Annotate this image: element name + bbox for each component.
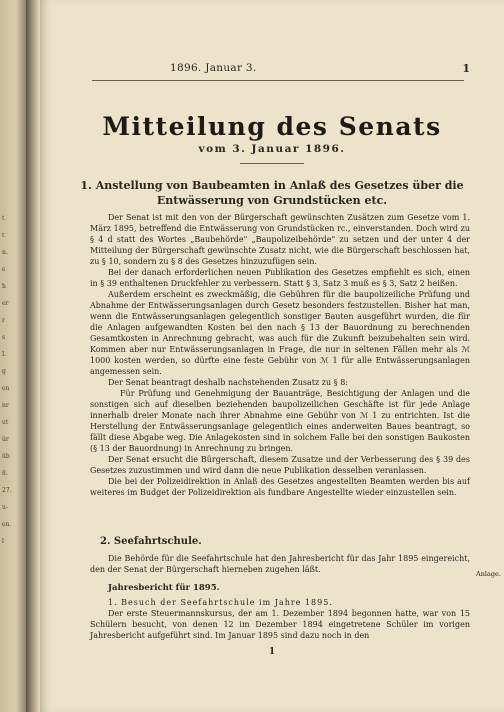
previous-page-fragment: en bbox=[2, 385, 10, 392]
report-body bbox=[90, 597, 470, 641]
previous-page-fragment: e bbox=[2, 266, 6, 273]
report-subheading: 1. Besuch der Seefahrtschule im Jahre 1895. bbox=[108, 598, 333, 607]
paragraph: Bei der danach erforderlichen neuen Publikation des Gesetzes empfiehlt es sich, einen in § 39 enthaltenen Druckfehler zu verbessern. Statt § 3, Satz 3 muß es § 3, Satz 2 heißen. bbox=[90, 268, 470, 288]
previous-page-fragment: t bbox=[2, 232, 5, 239]
previous-page-fragment: 27. bbox=[2, 487, 12, 494]
previous-page-fragment: 8. bbox=[2, 470, 8, 477]
previous-page-fragment: s bbox=[2, 334, 6, 341]
paragraph: Der Senat ersucht die Bürgerschaft, diesem Zusatze und der Verbesserung des § 39 des Gesetzes zuzustimmen und wird dann die neue Publikation desselben veranlassen. bbox=[90, 455, 470, 475]
previous-page-fragment: nr bbox=[2, 402, 9, 409]
book-gutter bbox=[26, 0, 40, 712]
section-1-body bbox=[90, 212, 470, 498]
header-page-number: 1 bbox=[462, 62, 470, 75]
report-heading: Jahresbericht für 1895. bbox=[108, 583, 220, 593]
section-2-heading: 2. Seefahrtschule. bbox=[100, 536, 202, 547]
header-date: 1896. Januar 3. bbox=[170, 62, 257, 74]
previous-page-fragment: ür bbox=[2, 436, 9, 443]
page-title: Mitteilung des Senats bbox=[102, 112, 442, 141]
document-page bbox=[40, 0, 504, 712]
previous-page-fragment: ut bbox=[2, 419, 9, 426]
previous-page-fragment: l bbox=[2, 538, 4, 545]
previous-page-fragment: r bbox=[2, 317, 5, 324]
previous-page-fragment: er bbox=[2, 300, 9, 307]
previous-page-fragment: g bbox=[2, 368, 6, 375]
margin-note: Anlage. bbox=[476, 570, 501, 578]
previous-page-fragment: en. bbox=[2, 521, 12, 528]
previous-page-fragment: n. bbox=[2, 249, 8, 256]
paragraph: Der erste Steuermannskursus, der am 1. Dezember 1894 begonnen hatte, war von 15 Schülern besucht, von denen 12 im Dezember 1894 eingetretene Schüler im vorigen Jahresbericht aufgeführt sind. Im Januar 1895 sind dazu noch in den bbox=[90, 609, 470, 640]
previous-page-fragment: t bbox=[2, 215, 5, 222]
paragraph: Der Senat ist mit den von der Bürgerschaft gewünschten Zusätzen zum Gesetze vom 1. März 1895, betreffend die Entwässerung von Grundstücken rc., einverstanden. Doch wird zu § 4 d statt des Wortes „Baubehörde" „Baupolizeibehörde" zu setzen und der unter 4 der Mitteilung der Bürgerschaft gewünschte Zusatz nicht, wie die Bürgerschaft beschlossen hat, zu § 10, sondern zu § 8 des Gesetzes hinzuzufügen sein. bbox=[90, 213, 470, 266]
previous-page-fragment: u- bbox=[2, 504, 8, 511]
paragraph: Die bei der Polizeidirektion in Anlaß des Gesetzes angestellten Beamten werden bis auf weiteres im Budget der Polizeidirektion als fundbare Angestellte wieder einzustellen sein. bbox=[90, 477, 470, 497]
paragraph: Die Behörde für die Seefahrtschule hat den Jahresbericht für das Jahr 1895 eingereicht, den der Senat der Bürgerschaft hierneben zugehen läßt. bbox=[90, 554, 470, 574]
running-header bbox=[40, 62, 504, 78]
previous-page-edge bbox=[0, 0, 26, 712]
page-subtitle: vom 3. Januar 1896. bbox=[198, 143, 346, 155]
header-rule bbox=[92, 80, 464, 81]
previous-page-fragment: üb bbox=[2, 453, 10, 460]
paragraph-quoted-clause: Für Prüfung und Genehmigung der Bauanträge, Besichtigung der Anlagen und die sonstigen sich auf dieselben beziehenden baupolizeilichen Geschäfte ist für jede Anlage innerhalb dreier Monate nach ihrer Abnahme eine Gebühr von ℳ 1 zu entrichten. Ist die Herstellung der Entwässerungsanlage gelegentlich eines anderweiten Baues beantragt, so fällt diese Abgabe weg. Die Anlagekosten sind in solchem Falle bei den sonstigen Baukosten (§ 13 der Bauordnung) in Anrechnung zu bringen. bbox=[90, 389, 470, 453]
title-divider bbox=[240, 163, 304, 164]
previous-page-fragment: I. bbox=[2, 351, 7, 358]
paragraph: Außerdem erscheint es zweckmäßig, die Gebühren für die baupolizeiliche Prüfung und Abnahme der Entwässerungsanlagen durch Gesetz besonders festzustellen. Bisher hat man, wenn die Entwässerungsanlagen gelegentlich sonstiger Bauten ausgeführt wurden, die für die Anlagen aufgewandten Kosten bei den nach § 13 der Bauordnung zu berechnenden Gesamtkosten in Anrechnung gebracht, was auch für die Zukunft beizubehalten sein wird. Kommen aber nur Entwässerungsanlagen in Frage, die nur in seltenen Fällen mehr als ℳ 1000 kosten werden, so dürfte eine feste Gebühr von ℳ 1 für alle Entwässerungsanlagen angemessen sein. bbox=[90, 290, 470, 376]
paragraph: Der Senat beantragt deshalb nachstehenden Zusatz zu § 8: bbox=[108, 378, 348, 387]
previous-page-fragment: h bbox=[2, 283, 6, 290]
section-2-body bbox=[90, 553, 470, 575]
footer-number: 1 bbox=[268, 647, 276, 657]
section-1-heading: 1. Anstellung von Baubeamten in Anlaß des Gesetzes über die Entwässerung von Grundstücken etc. bbox=[80, 179, 464, 207]
